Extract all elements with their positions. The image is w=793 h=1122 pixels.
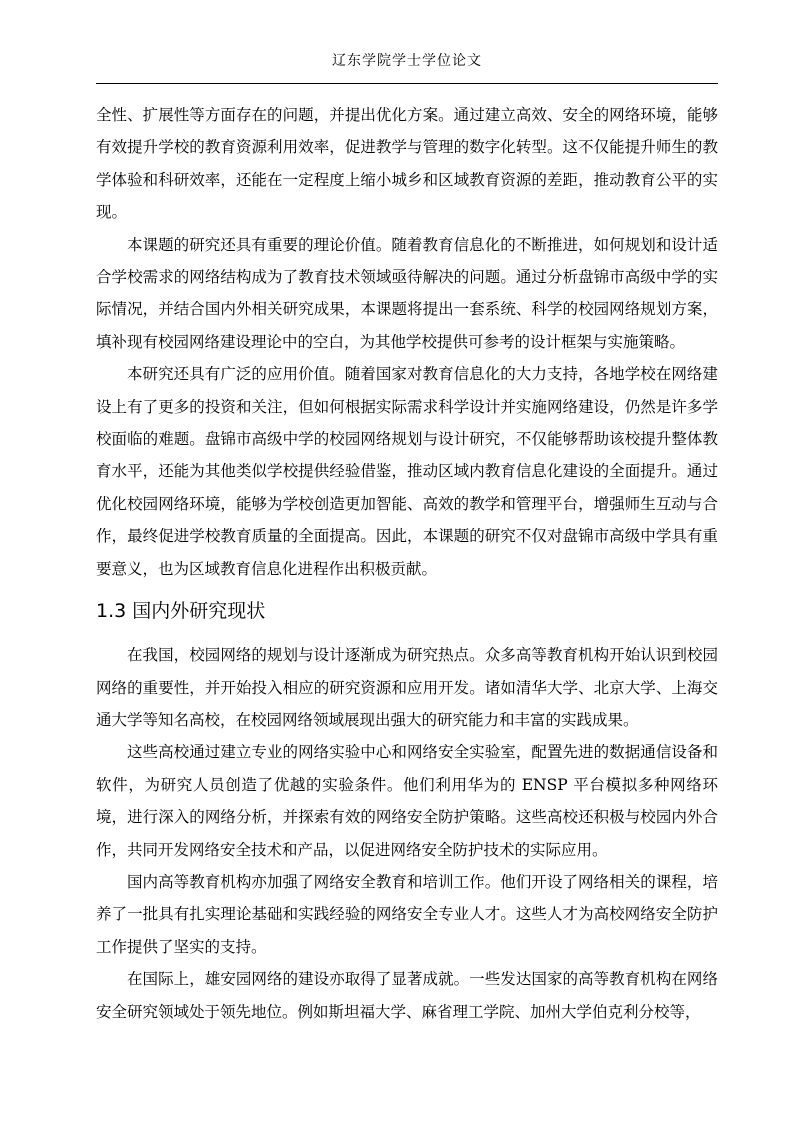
body-paragraph: 全性、扩展性等方面存在的问题，并提出优化方案。通过建立高效、安全的网络环境，能够有效提升学校的教育资源利用效率，促进教学与管理的数字化转型。这不仅能提升师生的教学体验和科研效率，还能在一定程度上缩小城乡和区域教育资源的差距，推动教育公平的实现。 bbox=[96, 106, 718, 222]
body-paragraph: 本研究还具有广泛的应用价值。随着国家对教育信息化的大力支持，各地学校在网络建设上有了更多的投资和关注，但如何根据实际需求科学设计并实施网络建设，仍然是许多学校面临的难题。盘锦市高级中学的校园网络规划与设计研究，不仅能够帮助该校提升整体教育水平，还能为其他类似学校提供经验借鉴，推动区域内教育信息化建设的全面提升。通过优化校园网络环境，能够为学校创造更加智能、高效的教学和管理平台，增强师生互动与合作，最终促进学校教育质量的全面提高。因此，本课题的研究不仅对盘锦市高级中学具有重要意义，也为区域教育信息化进程作出积极贡献。 bbox=[96, 365, 718, 578]
body-paragraph: 国内高等教育机构亦加强了网络安全教育和培训工作。他们开设了网络相关的课程，培养了一批具有扎实理论基础和实践经验的网络安全专业人才。这些人才为高校网络安全防护工作提供了坚实的支持。 bbox=[96, 872, 718, 956]
body-paragraph: 在我国，校园网络的规划与设计逐渐成为研究热点。众多高等教育机构开始认识到校园网络的重要性，并开始投入相应的研究资源和应用开发。诸如清华大学、北京大学、上海交通大学等知名高校，在校园网络领域展现出强大的研究能力和丰富的实践成果。 bbox=[96, 646, 718, 729]
document-body bbox=[96, 99, 718, 1028]
body-paragraph: 本课题的研究还具有重要的理论价值。随着教育信息化的不断推进，如何规划和设计适合学校需求的网络结构成为了教育技术领域亟待解决的问题。通过分析盘锦市高级中学的实际情况，并结合国内外相关研究成果，本课题将提出一套系统、科学的校园网络规划方案，填补现有校园网络建设理论中的空白，为其他学校提供可参考的设计框架与实施策略。 bbox=[96, 235, 718, 351]
body-paragraph: 这些高校通过建立专业的网络实验中心和网络安全实验室，配置先进的数据通信设备和软件，为研究人员创造了优越的实验条件。他们利用华为的 ENSP 平台模拟多种网络环境，进行深入的网络分析，并探索有效的网络安全防护策略。这些高校还积极与校园内外合作，共同开发网络安全技术和产品，以促进网络安全防护技术的实际应用。 bbox=[96, 743, 718, 859]
section-heading: 1.3 国内外研究现状 bbox=[96, 600, 266, 623]
body-paragraph: 在国际上，雄安园网络的建设亦取得了显著成就。一些发达国家的高等教育机构在网络安全研究领域处于领先地位。例如斯坦福大学、麻省理工学院、加州大学伯克利分校等， bbox=[96, 970, 718, 1021]
page-header: 辽东学院学士学位论文 bbox=[332, 53, 482, 69]
header-rule bbox=[96, 83, 718, 84]
